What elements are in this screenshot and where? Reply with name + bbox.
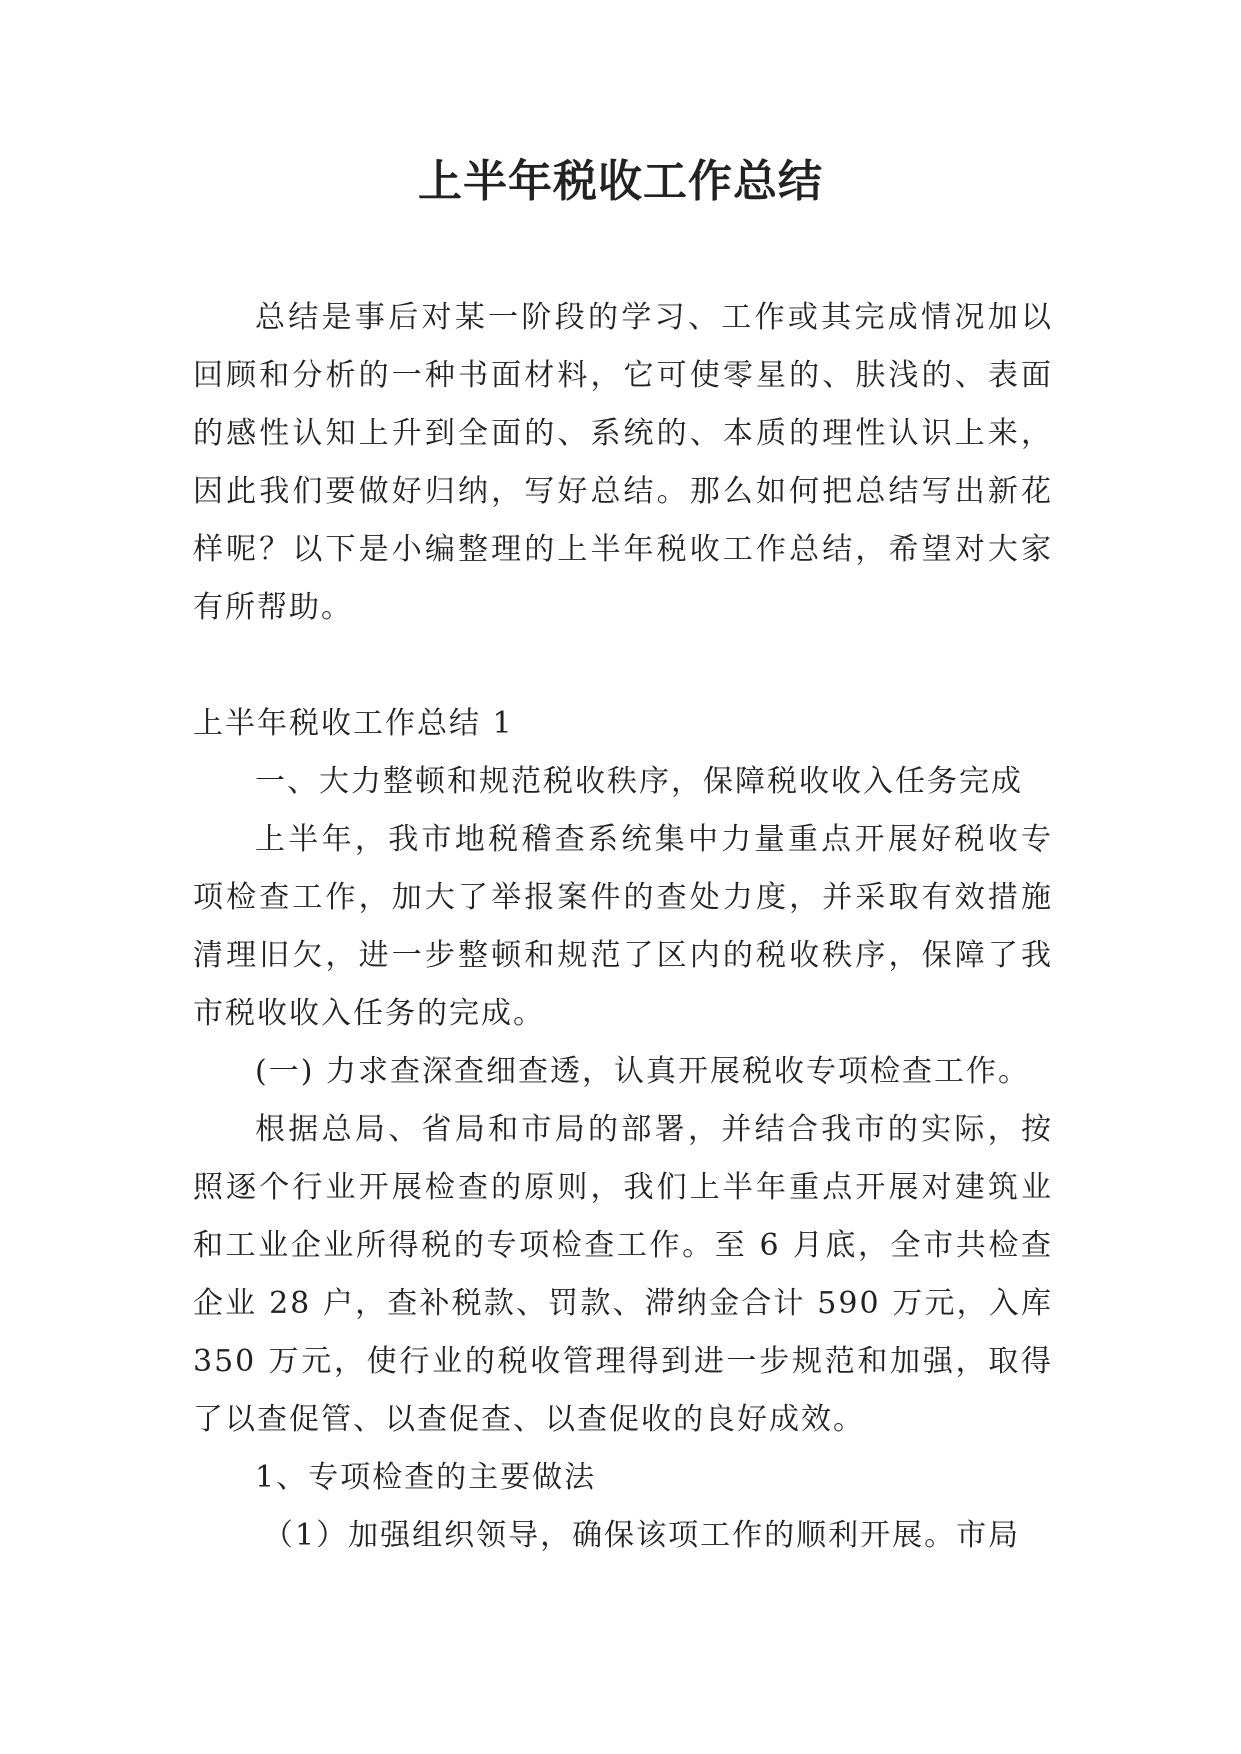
section-heading: 上半年税收工作总结 1 xyxy=(193,706,514,741)
paragraph-body-2: 根据总局、省局和市局的部署，并结合我市的实际，按照逐个行业开展检查的原则，我们上半年重点开展对建筑业和工业企业所得税的专项检查工作。至 6 月底，全市共检查企业 28 户，查补税款、罚款、滞纳金合计 590 万元，入库 350 万元，使行业的税收管理得到进一步规范和加强，取得了以查促管、以查促查、以查促收的良好成效。 xyxy=(193,1112,1053,1437)
paragraph-heading-1: 一、大力整顿和规范税收秩序，保障税收收入任务完成 xyxy=(255,764,1023,799)
paragraph-subheading-1: (一) 力求查深查细查透，认真开展税收专项检查工作。 xyxy=(255,1054,1030,1089)
paragraph-subheading-2: 1、专项检查的主要做法 xyxy=(255,1460,597,1495)
document-body xyxy=(193,289,1053,1565)
section-spacer xyxy=(193,637,1053,695)
paragraph-body-1: 上半年，我市地税稽查系统集中力量重点开展好税收专项检查工作，加大了举报案件的查处力度，并采取有效措施清理旧欠，进一步整顿和规范了区内的税收秩序，保障了我市税收收入任务的完成。 xyxy=(193,822,1053,1031)
paragraph-body-3: （1）加强组织领导，确保该项工作的顺利开展。市局 xyxy=(263,1518,1021,1553)
document-title: 上半年税收工作总结 xyxy=(418,156,823,207)
intro-paragraph: 总结是事后对某一阶段的学习、工作或其完成情况加以回顾和分析的一种书面材料，它可使零星的、肤浅的、表面的感性认知上升到全面的、系统的、本质的理性认识上来，因此我们要做好归纳，写好总结。那么如何把总结写出新花样呢？以下是小编整理的上半年税收工作总结，希望对大家有所帮助。 xyxy=(193,300,1053,625)
